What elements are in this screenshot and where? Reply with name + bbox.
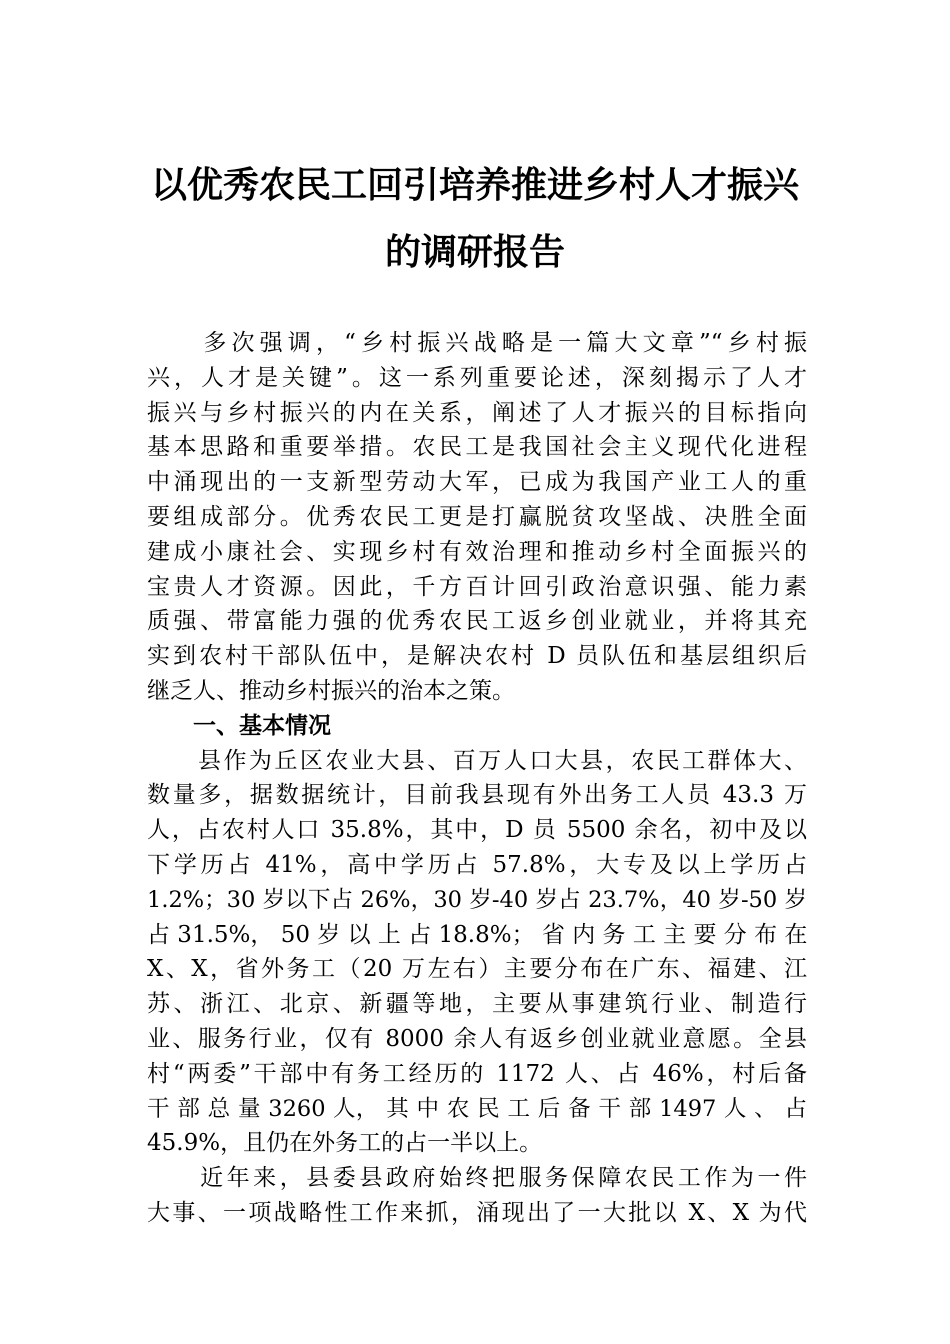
- document-body: [147, 326, 807, 1231]
- body-line: 多次强调，“乡村振兴战略是一篇大文章”“乡村振: [147, 330, 807, 356]
- body-line: 要组成部分。优秀农民工更是打赢脱贫攻坚战、决胜全面: [147, 503, 807, 530]
- body-line: 人，占农村人口 35.8%，其中，D 员 5500 余名，初中及以: [147, 817, 807, 844]
- body-line: 质强、带富能力强的优秀农民工返乡创业就业，并将其充: [147, 608, 807, 635]
- body-line: 业、服务行业，仅有 8000 余人有返乡创业就业意愿。全县: [147, 1025, 807, 1052]
- body-line: 建成小康社会、实现乡村有效治理和推动乡村全面振兴的: [147, 538, 807, 565]
- body-line: 1.2%；30 岁以下占 26%，30 岁-40 岁占 23.7%，40 岁-50 岁: [147, 886, 807, 913]
- body-line: 大事、一项战略性工作来抓，涌现出了一大批以 X、X 为代: [147, 1199, 807, 1226]
- body-line: 占 31.5%， 50 岁 以 上 占 18.8%； 省 内 务 工 主 要 分 布 在: [147, 921, 808, 948]
- body-line: 近年来，县委县政府始终把服务保障农民工作为一件: [147, 1165, 807, 1192]
- body-line: 村“两委”干部中有务工经历的 1172 人、占 46%，村后备: [147, 1060, 807, 1087]
- body-line: 基本思路和重要举措。农民工是我国社会主义现代化进程: [147, 434, 807, 461]
- body-line: 下学历占 41%，高中学历占 57.8%，大专及以上学历占: [147, 851, 807, 878]
- body-line: 干 部 总 量 3260 人， 其 中 农 民 工 后 备 干 部 1497 人 、 占: [147, 1095, 807, 1122]
- body-line: 继乏人、推动乡村振兴的治本之策。: [147, 677, 515, 704]
- body-line: 兴，人才是关键”。这一系列重要论述，深刻揭示了人才: [147, 364, 807, 391]
- document-title-line-2: 的调研报告: [384, 231, 565, 273]
- body-line: 宝贵人才资源。因此，千方百计回引政治意识强、能力素: [147, 573, 807, 600]
- body-line: 实到农村干部队伍中，是解决农村 D 员队伍和基层组织后: [147, 643, 807, 670]
- document-title-line-1: 以优秀农民工回引培养推进乡村人才振兴: [150, 164, 799, 206]
- body-line: 数量多，据数据统计，目前我县现有外出务工人员 43.3 万: [147, 782, 807, 809]
- body-line: 中涌现出的一支新型劳动大军，已成为我国产业工人的重: [147, 469, 807, 496]
- body-line: 振兴与乡村振兴的内在关系，阐述了人才振兴的目标指向: [147, 399, 807, 426]
- body-line: 县作为丘区农业大县、百万人口大县，农民工群体大、: [147, 747, 807, 774]
- body-line: 45.9%，且仍在外务工的占一半以上。: [147, 1130, 543, 1157]
- body-line: 苏、浙江、北京、新疆等地，主要从事建筑行业、制造行: [147, 991, 807, 1018]
- body-line: X、X，省外务工（20 万左右）主要分布在广东、福建、江: [147, 956, 807, 983]
- section-heading: 一、基本情况: [147, 712, 331, 739]
